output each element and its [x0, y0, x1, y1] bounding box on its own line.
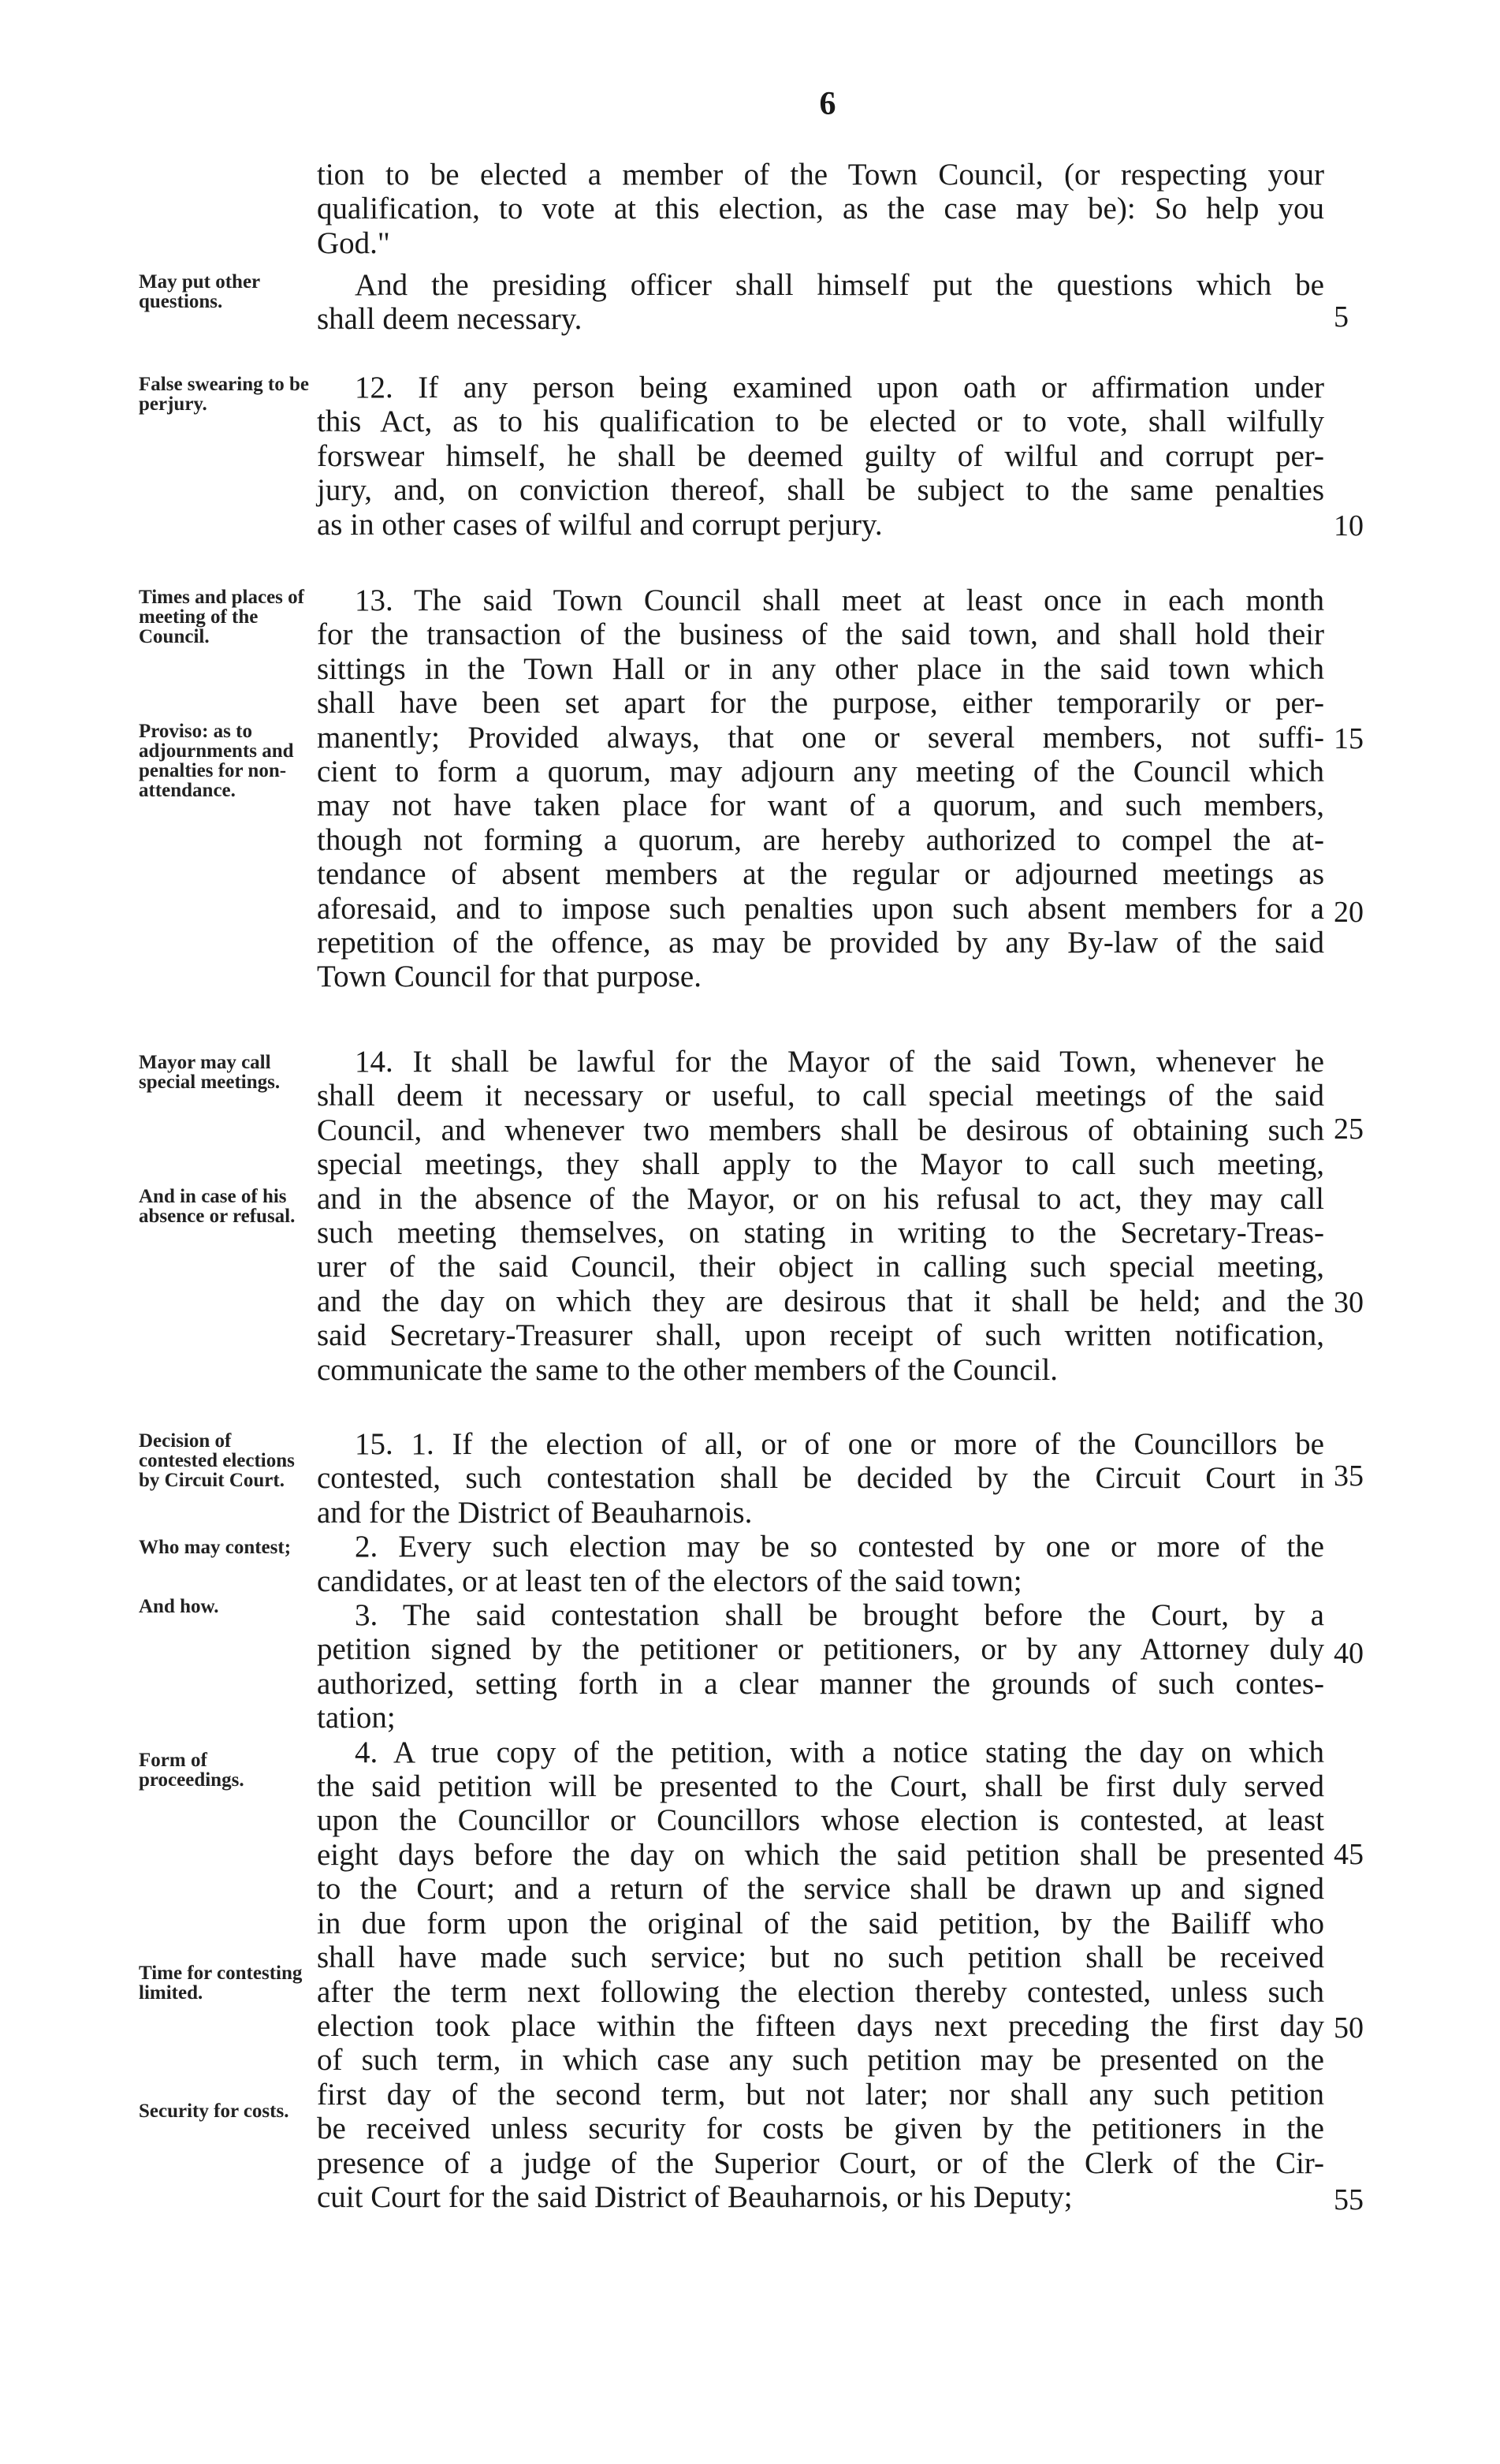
text-line: candidates, or at least ten of the electors of the said town; — [317, 1564, 1022, 1598]
text-line: manently; Provided always, that one or several members, not suffi- — [317, 720, 1324, 755]
text-line: shall have been set apart for the purpose, either temporarily or per- — [317, 686, 1324, 721]
text-line: shall deem necessary. — [317, 302, 583, 337]
text-line: after the term next following the election thereby contested, unless such — [317, 1974, 1324, 2009]
text-line: and in the absence of the Mayor, or on his refusal to act, they may call — [317, 1181, 1324, 1216]
text-line: tion to be elected a member of the Town Council, (or respecting your — [317, 158, 1324, 192]
text-line: shall have made such service; but no such petition shall be received — [317, 1940, 1324, 1975]
line-number: 15 — [1334, 722, 1364, 755]
margin-note: And how. — [139, 1596, 219, 1617]
text-line: jury, and, on conviction thereof, shall be subject to the same penalties — [317, 473, 1324, 508]
text-line: cient to form a quorum, may adjourn any meeting of the Council which — [317, 755, 1324, 789]
text-line: 15. 1. If the election of all, or of one or more of the Councillors be — [355, 1427, 1324, 1461]
margin-note: False swearing to be perjury. — [139, 374, 309, 415]
margin-note: Decision of contested elections by Circuit Court. — [139, 1430, 295, 1491]
text-line: 13. The said Town Council shall meet at least once in each month — [355, 583, 1324, 617]
presiding-officer-paragraph — [317, 268, 1324, 337]
margin-note: Form of proceedings. — [139, 1750, 244, 1791]
section-12 — [317, 371, 1324, 542]
text-line: and the day on which they are desirous that it shall be held; and the — [317, 1284, 1324, 1318]
text-line: eight days before the day on which the said petition shall be presented — [317, 1837, 1324, 1872]
margin-note: Mayor may call special meetings. — [139, 1052, 281, 1093]
text-line: 12. If any person being examined upon oath or affirmation under — [355, 371, 1324, 404]
text-line: such meeting themselves, on stating in writing to the Secretary-Treas- — [317, 1216, 1324, 1251]
text-line: 3. The said contestation shall be brought before the Court, by a — [355, 1598, 1324, 1633]
line-number: 25 — [1334, 1113, 1364, 1146]
text-line: And the presiding officer shall himself put the questions which be — [355, 268, 1324, 302]
text-line: as in other cases of wilful and corrupt perjury. — [317, 507, 883, 542]
section-15 — [317, 1427, 1324, 2214]
margin-note: Time for contesting limited. — [139, 1963, 303, 2004]
intro-paragraph — [317, 158, 1324, 260]
text-line: qualification, to vote at this election, as the case may be): So help you — [317, 192, 1324, 226]
text-line: presence of a judge of the Superior Court, or of the Clerk of the Cir- — [317, 2145, 1324, 2180]
text-line: special meetings, they shall apply to the Mayor to call such meeting, — [317, 1147, 1324, 1182]
text-line: God." — [317, 226, 390, 260]
margin-note: Times and places of meeting of the Council. — [139, 587, 304, 647]
text-line: election took place within the fifteen days next preceding the first day — [317, 2008, 1324, 2043]
line-number: 35 — [1334, 1459, 1364, 1493]
line-number: 5 — [1334, 300, 1349, 334]
line-number: 40 — [1334, 1637, 1364, 1670]
margin-note: And in case of his absence or refusal. — [139, 1186, 296, 1227]
text-line: forswear himself, he shall be deemed guilty of wilful and corrupt per- — [317, 438, 1324, 473]
margin-note: Security for costs. — [139, 2101, 289, 2122]
text-line: to the Court; and a return of the service shall be drawn up and signed — [317, 1872, 1324, 1907]
text-line: though not forming a quorum, are hereby authorized to compel the at- — [317, 822, 1324, 857]
text-line: authorized, setting forth in a clear manner the grounds of such contes- — [317, 1666, 1324, 1701]
text-line: of such term, in which case any such petition may be presented on the — [317, 2043, 1324, 2078]
text-line: upon the Councillor or Councillors whose election is contested, at least — [317, 1803, 1324, 1838]
line-number: 45 — [1334, 1838, 1364, 1871]
text-line: urer of the said Council, their object in calling such special meeting, — [317, 1250, 1324, 1284]
text-line: be received unless security for costs be given by the petitioners in the — [317, 2112, 1324, 2146]
line-number: 20 — [1334, 896, 1364, 929]
page-number: 6 — [819, 86, 836, 122]
text-line: may not have taken place for want of a quorum, and such members, — [317, 788, 1324, 823]
text-line: for the transaction of the business of the said town, and shall hold their — [317, 617, 1324, 652]
text-line: said Secretary-Treasurer shall, upon receipt of such written notification, — [317, 1318, 1324, 1353]
text-line: aforesaid, and to impose such penalties upon such absent members for a — [317, 891, 1324, 926]
margin-note: Who may contest; — [139, 1537, 292, 1558]
margin-note: May put other questions. — [139, 271, 260, 312]
text-line: this Act, as to his qualification to be elected or to vote, shall wilfully — [317, 404, 1324, 439]
text-line: first day of the second term, but not later; nor shall any such petition — [317, 2077, 1324, 2112]
text-line: the said petition will be presented to the Court, shall be first duly served — [317, 1769, 1324, 1804]
text-line: 4. A true copy of the petition, with a notice stating the day on which — [355, 1735, 1324, 1769]
text-line: communicate the same to the other members of the Council. — [317, 1352, 1059, 1387]
text-line: cuit Court for the said District of Beauharnois, or his Deputy; — [317, 2179, 1073, 2214]
text-line: repetition of the offence, as may be provided by any By-law of the said — [317, 926, 1324, 960]
section-13 — [317, 583, 1324, 994]
text-line: in due form upon the original of the said petition, by the Bailiff who — [317, 1906, 1324, 1940]
text-line: and for the District of Beauharnois. — [317, 1495, 753, 1530]
line-number: 55 — [1334, 2183, 1364, 2216]
text-line: Council, and whenever two members shall be desirous of obtaining such — [317, 1113, 1324, 1147]
line-number: 50 — [1334, 2011, 1364, 2045]
text-line: Town Council for that purpose. — [317, 960, 702, 994]
line-number: 10 — [1334, 509, 1364, 542]
text-line: tation; — [317, 1701, 396, 1735]
text-line: 14. It shall be lawful for the Mayor of the said Town, whenever he — [355, 1045, 1324, 1079]
text-line: sittings in the Town Hall or in any other place in the said town which — [317, 651, 1324, 686]
margin-note: Proviso: as to adjournments and penalties for non-attendance. — [139, 721, 294, 801]
text-line: shall deem it necessary or useful, to call special meetings of the said — [317, 1079, 1324, 1113]
text-line: contested, such contestation shall be decided by the Circuit Court in — [317, 1461, 1324, 1496]
text-line: 2. Every such election may be so contested by one or more of the — [355, 1530, 1324, 1564]
text-line: tendance of absent members at the regular or adjourned meetings as — [317, 857, 1324, 892]
line-number: 30 — [1334, 1286, 1364, 1319]
section-14 — [317, 1045, 1324, 1387]
text-line: petition signed by the petitioner or petitioners, or by any Attorney duly — [317, 1632, 1324, 1667]
